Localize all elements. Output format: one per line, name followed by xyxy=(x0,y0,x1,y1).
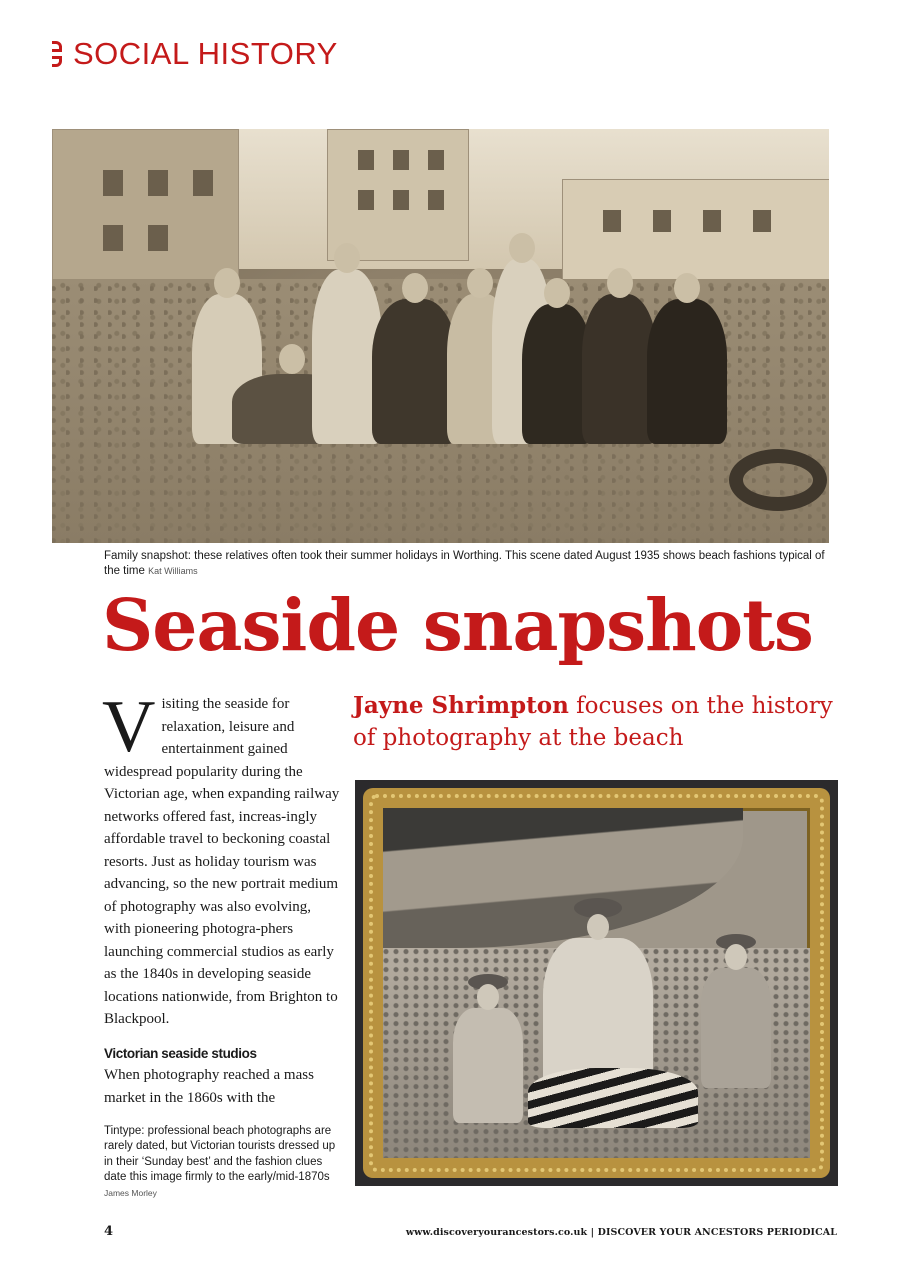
standfirst-text: focuses on the history of photography at the beach xyxy=(353,693,833,751)
article-standfirst xyxy=(353,690,843,754)
standfirst-author: Jayne Shrimpton xyxy=(353,692,569,719)
article-intro-paragraph xyxy=(102,686,340,1031)
page-number: 4 xyxy=(104,1224,114,1239)
tintype-credit: James Morley xyxy=(104,1188,157,1198)
photo-rubber-ring xyxy=(729,449,827,511)
tintype-girl-right xyxy=(701,968,771,1088)
tintype-photo xyxy=(355,780,838,1186)
tintype-girl-left xyxy=(453,1008,523,1123)
section-bracket-icon xyxy=(52,41,64,67)
tintype-striped-skirt xyxy=(528,1068,698,1128)
beach-family-photo xyxy=(52,129,829,543)
tintype-gilt-frame xyxy=(363,788,830,1178)
drop-cap: V xyxy=(102,686,156,768)
tintype-boat xyxy=(383,808,743,948)
top-photo-credit: Kat Williams xyxy=(148,566,198,576)
article-headline: Seaside snapshots xyxy=(102,583,813,667)
top-photo-caption-text: Family snapshot: these relatives often took their summer holidays in Worthing. This scene dated August 1935 shows beach fashions typical of the time xyxy=(104,550,825,577)
top-photo-caption xyxy=(104,549,834,579)
tintype-caption: Tintype: professional beach photographs are rarely dated, but Victorian tourists dressed up in their ‘Sunday best’ and the fashion clues date this image firmly to the early/mid-1870s xyxy=(104,1125,336,1183)
footer-url: www.discoveryourancestors.co.uk | DISCOVER YOUR ANCESTORS PERIODICAL xyxy=(405,1227,837,1238)
article-paragraph-2: When photography reached a mass market in the 1860s with the xyxy=(104,1067,314,1106)
article-subhead: Victorian seaside studios xyxy=(104,1046,257,1061)
section-title: SOCIAL HISTORY xyxy=(73,36,338,71)
photo-family-group xyxy=(192,214,752,444)
intro-text: isiting the seaside for relaxation, leisure and entertainment gained widespread popularity during the Victorian age, when expanding railway networks offered fast, increas-ingly affordable travel to beckoning coastal resorts. Just as holiday tourism was advancing, so the new portrait medium of photography was also evolving, with pioneering photogra-phers launching commercial studios as early as the 1840s in developing seaside locations nationwide, from Brighton to Blackpool. xyxy=(104,696,340,1027)
section-header xyxy=(52,34,338,74)
